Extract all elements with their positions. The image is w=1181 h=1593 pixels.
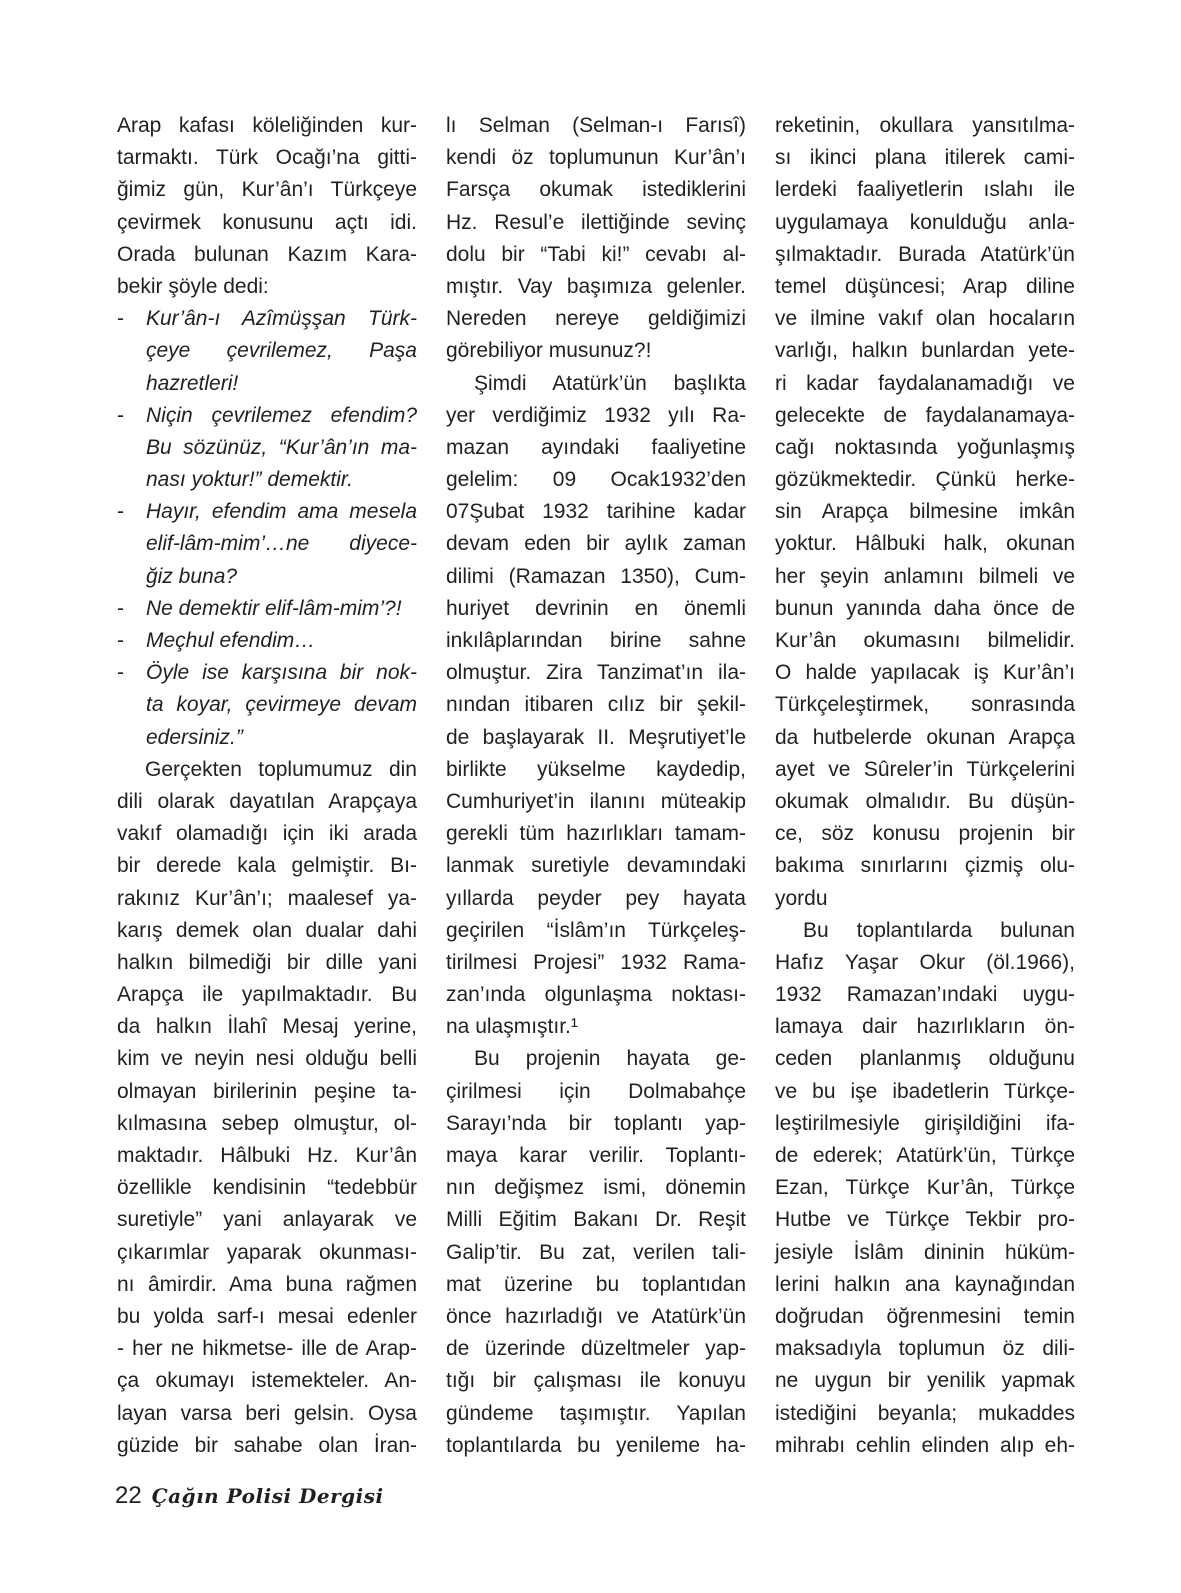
text-line: lerdeki faaliyetlerin ıslahı ile bbox=[775, 178, 1075, 202]
text-line: Kur’ân okumasını bilmelidir. bbox=[775, 629, 1075, 652]
text-line: nı âmirdir. Ama buna rağmen bbox=[117, 1272, 417, 1296]
text-line: na ulaşmıştır.¹ bbox=[446, 1015, 578, 1039]
text-line: Ezan, Türkçe Kur’ân, Türkçe bbox=[775, 1176, 1075, 1200]
text-line: - Kur’ân-ı Azîmüşşan Türk- bbox=[117, 303, 417, 335]
text-line: çirilmesi için Dolmabahçe bbox=[446, 1079, 746, 1103]
text-line: karış demek olan dualar dahi bbox=[117, 918, 417, 942]
text-line: Hutbe ve Türkçe Tekbir pro- bbox=[775, 1208, 1075, 1232]
text-line: önce hazırladığı ve Atatürk’ün bbox=[446, 1304, 746, 1328]
text-line: mazan ayındaki faaliyetine bbox=[446, 435, 746, 459]
text-line: ceden planlanmış olduğunu bbox=[775, 1047, 1075, 1071]
text-line: leştirilmesiyle girişildiğini ifa- bbox=[775, 1111, 1075, 1135]
text-line: reketinin, okullara yansıtılma- bbox=[775, 114, 1075, 137]
text-line: ğimiz gün, Kur’ân’ı Türkçeye bbox=[117, 178, 417, 202]
text-line: dolu bir “Tabi ki!” cevabı al- bbox=[446, 242, 746, 266]
text-line: istediğini beyanla; mukaddes bbox=[775, 1401, 1075, 1425]
text-line: devam eden bir aylık zaman bbox=[446, 532, 746, 556]
text-line: jesiyle İslâm dininin hüküm- bbox=[775, 1240, 1075, 1264]
text-line: nın değişmez ismi, dönemin bbox=[446, 1176, 746, 1200]
text-line: mıştır. Vay başımıza gelenler. bbox=[446, 274, 746, 298]
text-line: varlığı, halkın bunlardan yete- bbox=[775, 339, 1075, 363]
text-line: ta koyar, çevirmeye devam bbox=[146, 693, 417, 717]
text-line: okumak olmalıdır. Bu düşün- bbox=[775, 789, 1075, 813]
text-line: Şimdi Atatürk’ün başlıkta bbox=[474, 371, 746, 395]
text-line: 1932 Ramazan’ındaki uygu- bbox=[775, 983, 1075, 1007]
text-line: ve bu işe ibadetlerin Türkçe- bbox=[775, 1079, 1075, 1103]
text-line: dili olarak dayatılan Arapçaya bbox=[117, 789, 417, 813]
text-line: de ederek; Atatürk’ün, Türkçe bbox=[775, 1144, 1075, 1167]
text-line: Sarayı’nda bir toplantı yap- bbox=[446, 1111, 746, 1135]
text-column-1 bbox=[117, 110, 417, 1462]
text-line: ri kadar faydalanamadığı ve bbox=[775, 371, 1075, 395]
text-line: tarmaktı. Türk Ocağı’na gitti- bbox=[117, 146, 417, 170]
text-line: ne uygun bir yenilik yapmak bbox=[775, 1369, 1075, 1393]
text-line: halkın bilmediği bir dille yani bbox=[117, 950, 417, 974]
text-line: sin Arapça bilmesine imkân bbox=[775, 500, 1075, 524]
text-line: lamaya dair hazırlıkların ön- bbox=[775, 1015, 1075, 1039]
text-line: gündeme taşımıştır. Yapılan bbox=[446, 1401, 746, 1425]
text-line: güzide bir sahabe olan İran- bbox=[117, 1433, 417, 1457]
text-line: çeye çevrilemez, Paşa bbox=[146, 339, 417, 363]
text-line: elif-lâm-mim’…ne diyece- bbox=[146, 532, 417, 556]
text-line: Farsça okumak istediklerini bbox=[446, 178, 746, 202]
text-line: cağı noktasında yoğunlaşmış bbox=[775, 435, 1075, 459]
text-line: da hutbelerde okunan Arapça bbox=[775, 725, 1075, 749]
text-line: - her ne hikmetse- ille de Arap- bbox=[117, 1337, 417, 1361]
text-line: inkılâplarından birine sahne bbox=[446, 629, 746, 652]
text-line: kendi öz toplumunun Kur’ân’ı bbox=[446, 146, 746, 170]
text-line: de üzerinde düzeltmeler yap- bbox=[446, 1337, 746, 1361]
text-line: görebiliyor musunuz?! bbox=[446, 339, 652, 363]
text-line: tirilmesi Projesi” 1932 Rama- bbox=[446, 950, 746, 974]
text-line: Arapça ile yapılmaktadır. Bu bbox=[117, 983, 417, 1007]
text-line: huriyet devrinin en önemli bbox=[446, 596, 746, 620]
text-line: layan varsa beri gelsin. Oysa bbox=[117, 1401, 417, 1425]
text-line: geçirilen “İslâm’ın Türkçeleş- bbox=[446, 918, 746, 942]
text-line: nından itibaren cılız bir şekil- bbox=[446, 693, 746, 717]
text-line: Nereden nereye geldiğimizi bbox=[446, 307, 746, 331]
text-line: 07Şubat 1932 tarihine kadar bbox=[446, 500, 746, 524]
text-line: gerekli tüm hazırlıkları tamam- bbox=[446, 822, 746, 846]
text-line: bunun yanında daha önce de bbox=[775, 596, 1075, 620]
text-line: Gerçekten toplumumuz din bbox=[145, 757, 417, 781]
text-line: hazretleri! bbox=[146, 371, 239, 395]
text-line: gelelim: 09 Ocak1932’den bbox=[446, 468, 746, 492]
text-line: lerini halkın ana kaynağından bbox=[775, 1272, 1075, 1296]
text-line: uygulamaya konulduğu anla- bbox=[775, 210, 1075, 234]
page-number: 22 bbox=[115, 1482, 142, 1509]
text-line: lanmak suretiyle devamındaki bbox=[446, 854, 746, 878]
text-line: ayet ve Sûreler’in Türkçelerini bbox=[775, 757, 1075, 781]
magazine-title: Çağın Polisi Dergisi bbox=[151, 1484, 384, 1508]
text-line: bir derede kala gelmiştir. Bı- bbox=[117, 854, 417, 878]
text-line: bakıma sınırlarını çizmiş olu- bbox=[775, 854, 1075, 878]
text-line: - Ne demektir elif-lâm-mim’?! bbox=[117, 593, 417, 625]
text-line: birlikte yükselme kaydedip, bbox=[446, 757, 746, 781]
text-line: Arap kafası köleliğinden kur- bbox=[117, 114, 417, 137]
text-line: olmayan birilerinin peşine ta- bbox=[117, 1079, 417, 1103]
text-line: O halde yapılacak iş Kur’ân’ı bbox=[775, 661, 1075, 685]
text-line: Milli Eğitim Bakanı Dr. Reşit bbox=[446, 1208, 746, 1232]
text-line: Bu sözünüz, “Kur’ân’ın ma- bbox=[146, 435, 417, 459]
text-line: mat üzerine bu toplantıdan bbox=[446, 1272, 746, 1296]
text-column-3 bbox=[775, 110, 1075, 1462]
text-line: toplantılarda bu yenileme ha- bbox=[446, 1433, 746, 1457]
text-line: tığı bir çalışması ile konuyu bbox=[446, 1369, 746, 1393]
text-line: - Hayır, efendim ama mesela bbox=[117, 496, 417, 528]
text-line: Cumhuriyet’in ilanını müteakip bbox=[446, 789, 746, 813]
text-line: - Meçhul efendim… bbox=[117, 625, 417, 657]
text-line: ce, söz konusu projenin bir bbox=[775, 822, 1075, 846]
text-line: olmuştur. Zira Tanzimat’ın ila- bbox=[446, 661, 746, 685]
text-line: Galip’tir. Bu zat, verilen tali- bbox=[446, 1240, 746, 1264]
text-line: yoktur. Hâlbuki halk, okunan bbox=[775, 532, 1075, 556]
text-line: çıkarımlar yaparak okunması- bbox=[117, 1240, 417, 1264]
text-line: maksadıyla toplumun öz dili- bbox=[775, 1337, 1075, 1361]
text-line: kılmasına sebep olmuştur, ol- bbox=[117, 1111, 417, 1135]
text-line: bu yolda sarf-ı mesai edenler bbox=[117, 1304, 417, 1328]
text-line: gözükmektedir. Çünkü herke- bbox=[775, 468, 1075, 492]
text-line: mihrabı cehlin elinden alıp eh- bbox=[775, 1433, 1075, 1457]
text-line: Bu projenin hayata ge- bbox=[474, 1047, 746, 1071]
text-line: - Öyle ise karşısına bir nok- bbox=[117, 657, 417, 689]
text-line: ça okumayı istemekteler. An- bbox=[117, 1369, 417, 1393]
text-line: özellikle kendisinin “tedebbür bbox=[117, 1176, 417, 1200]
text-line: de başlayarak II. Meşrutiyet’le bbox=[446, 725, 746, 749]
text-line: - Niçin çevrilemez efendim? bbox=[117, 400, 417, 432]
text-line: şılmaktadır. Burada Atatürk’ün bbox=[775, 242, 1075, 266]
text-line: zan’ında olgunlaşma noktası- bbox=[446, 983, 746, 1007]
text-line: bekir şöyle dedi: bbox=[117, 274, 269, 298]
text-line: Bu toplantılarda bulunan bbox=[803, 918, 1075, 942]
text-line: Türkçeleştirmek, sonrasında bbox=[775, 693, 1075, 717]
text-line: maktadır. Hâlbuki Hz. Kur’ân bbox=[117, 1144, 417, 1167]
text-line: yıllarda peyder pey hayata bbox=[446, 886, 746, 910]
text-column-2 bbox=[446, 110, 746, 1462]
text-line: dilimi (Ramazan 1350), Cum- bbox=[446, 564, 746, 588]
text-line: edersiniz.” bbox=[146, 725, 243, 749]
text-line: nası yoktur!” demektir. bbox=[146, 468, 353, 492]
text-line: lı Selman (Selman-ı Farısî) bbox=[446, 114, 746, 137]
text-line: rakınız Kur’ân’ı; maalesef ya- bbox=[117, 886, 417, 910]
page-footer bbox=[115, 1482, 384, 1510]
text-line: suretiyle” yani anlayarak ve bbox=[117, 1208, 417, 1232]
text-line: her şeyin anlamını bilmeli ve bbox=[775, 564, 1075, 588]
text-line: ve ilmine vakıf olan hocaların bbox=[775, 307, 1075, 331]
text-line: ğiz buna? bbox=[146, 564, 238, 588]
text-line: vakıf olamadığı için iki arada bbox=[117, 822, 417, 846]
text-line: maya karar verilir. Toplantı- bbox=[446, 1144, 746, 1167]
text-line: temel düşüncesi; Arap diline bbox=[775, 274, 1075, 298]
text-line: Hz. Resul’e ilettiğinde sevinç bbox=[446, 210, 746, 234]
text-line: yordu bbox=[775, 886, 828, 910]
text-line: doğrudan öğrenmesini temin bbox=[775, 1304, 1075, 1328]
text-line: Orada bulunan Kazım Kara- bbox=[117, 242, 417, 266]
text-line: yer verdiğimiz 1932 yılı Ra- bbox=[446, 403, 746, 427]
text-line: sı ikinci plana itilerek cami- bbox=[775, 146, 1075, 170]
text-line: çevirmek konusunu açtı idi. bbox=[117, 210, 417, 234]
text-line: gelecekte de faydalanamaya- bbox=[775, 403, 1075, 427]
text-line: kim ve neyin nesi olduğu belli bbox=[117, 1047, 417, 1071]
text-line: da halkın İlahî Mesaj yerine, bbox=[117, 1015, 417, 1039]
text-line: Hafız Yaşar Okur (öl.1966), bbox=[775, 950, 1075, 974]
